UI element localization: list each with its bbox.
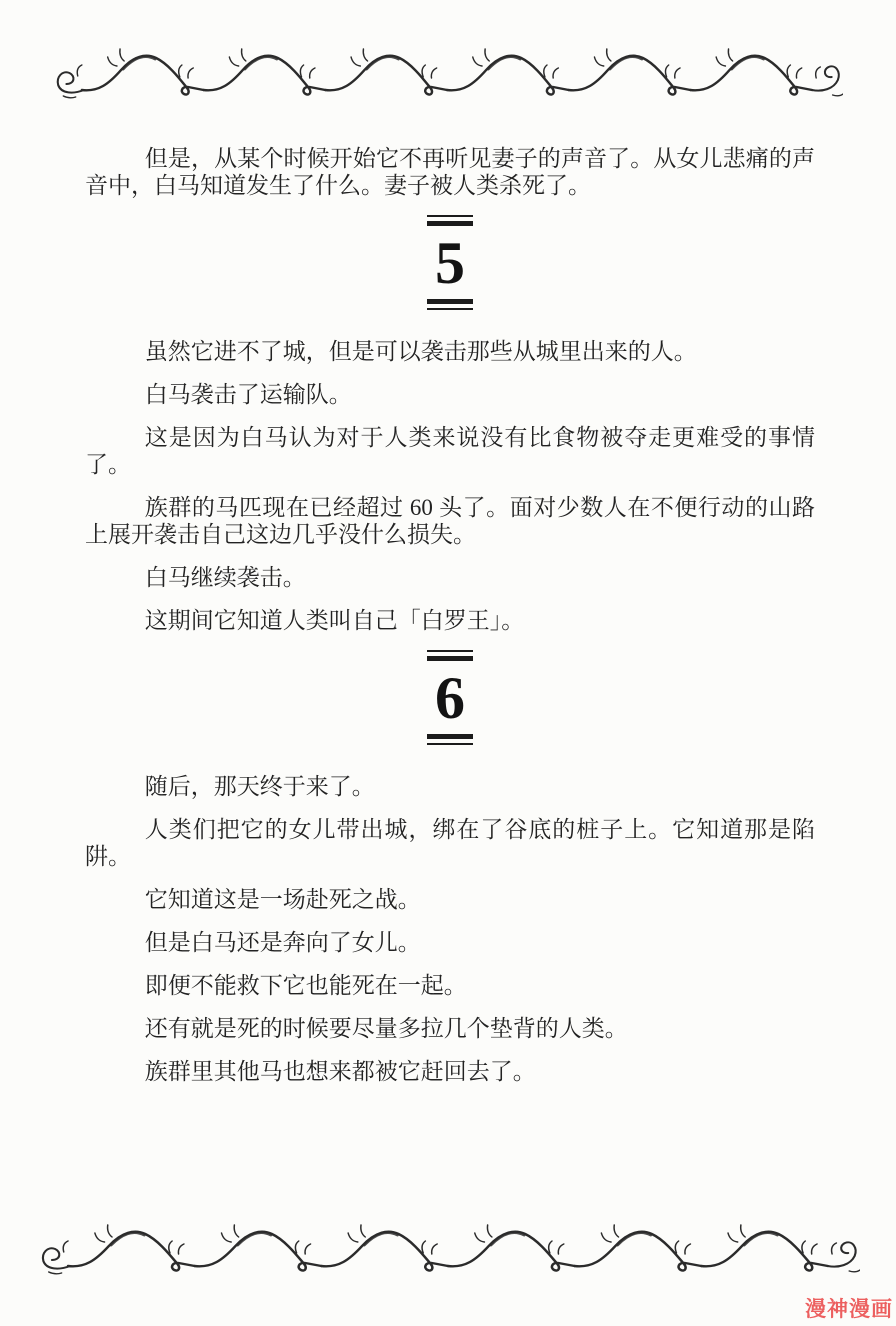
paragraph: 它知道这是一场赴死之战。 (144, 887, 421, 912)
thin-rule (427, 743, 473, 745)
chapter-rule-top (85, 650, 815, 661)
thick-rule (427, 734, 473, 739)
thin-rule (427, 650, 473, 652)
paragraph: 这期间它知道人类叫自己「白罗王」。 (144, 608, 525, 633)
paragraph: 但是，从某个时候开始它不再听见妻子的声音了。从女儿悲痛的声音中，白马知道发生了什么。妻子被人类杀死了。 (85, 146, 815, 198)
paragraph: 白马继续袭击。 (144, 565, 306, 590)
watermark: 漫神漫画 (805, 1298, 893, 1321)
paragraph: 族群的马匹现在已经超过 60 头了。面对少数人在不便行动的山路上展开袭击自己这边几乎没什么损失。 (85, 495, 815, 547)
scroll-flourish-icon (53, 46, 843, 100)
thick-rule (427, 221, 473, 226)
paragraph: 随后，那天终于来了。 (144, 774, 375, 799)
thick-rule (427, 656, 473, 661)
chapter-heading (85, 650, 815, 745)
chapter-rule-bottom (85, 299, 815, 310)
paragraph: 即便不能救下它也能死在一起。 (144, 973, 467, 998)
chapter-number: 5 (435, 230, 465, 296)
top-ornament-border (53, 46, 843, 100)
chapter-rule-top (85, 215, 815, 226)
chapter-number: 6 (435, 665, 465, 731)
paragraph: 虽然它进不了城，但是可以袭击那些从城里出来的人。 (144, 339, 697, 364)
paragraph: 白马袭击了运输队。 (144, 382, 352, 407)
paragraph: 这是因为白马认为对于人类来说没有比食物被夺走更难受的事情了。 (85, 425, 815, 477)
paragraph: 人类们把它的女儿带出城，绑在了谷底的桩子上。它知道那是陷阱。 (85, 817, 815, 869)
thin-rule (427, 215, 473, 217)
thick-rule (427, 299, 473, 304)
thin-rule (427, 308, 473, 310)
content (85, 145, 815, 1085)
paragraph: 但是白马还是奔向了女儿。 (144, 930, 421, 955)
chapter-heading (85, 215, 815, 310)
scroll-flourish-icon (38, 1222, 860, 1276)
paragraph: 还有就是死的时候要尽量多拉几个垫背的人类。 (144, 1016, 628, 1041)
chapter-rule-bottom (85, 734, 815, 745)
book-page (0, 46, 896, 1326)
paragraph: 族群里其他马也想来都被它赶回去了。 (144, 1059, 536, 1084)
bottom-ornament-border (38, 1222, 860, 1276)
